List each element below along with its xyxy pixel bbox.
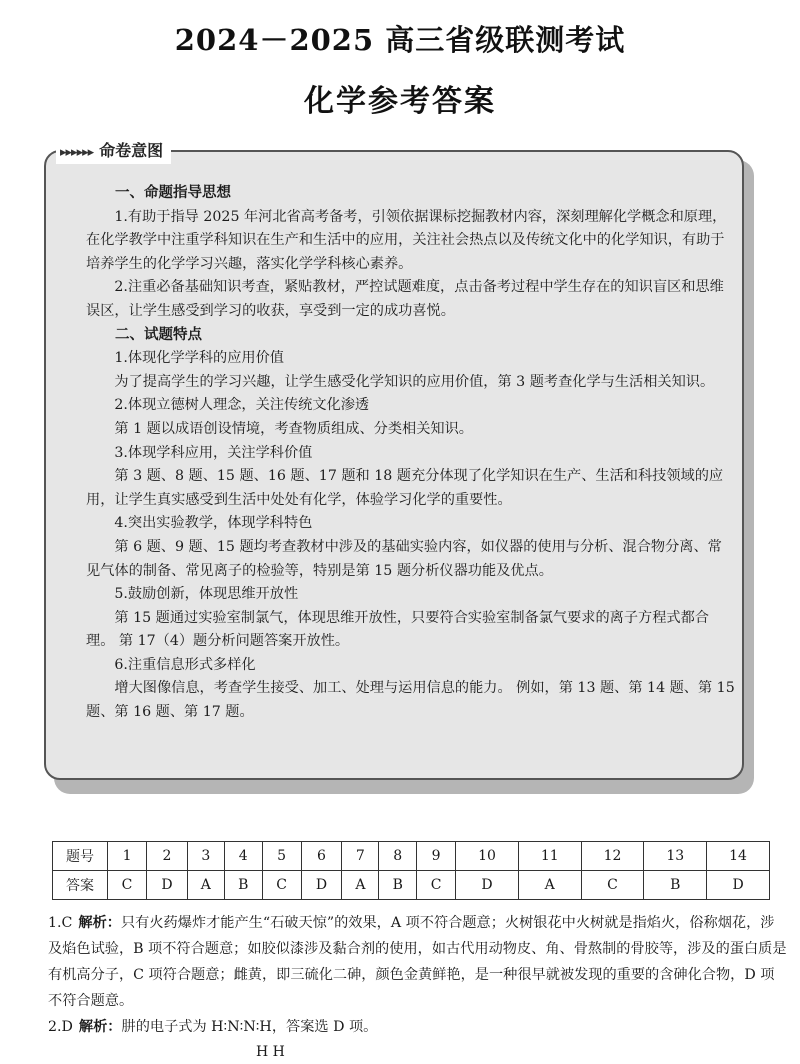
answer-cell: B — [379, 871, 417, 900]
question-number-cell: 8 — [379, 842, 417, 871]
intent-content — [86, 182, 736, 725]
arrows-icon: ▸▸▸▸▸▸ — [60, 145, 94, 160]
question-answer-label: 1.C — [48, 915, 73, 931]
table-row — [53, 871, 770, 900]
paragraph: 增大图像信息，考查学生接受、加工、处理与运用信息的能力。 例如，第 13 题、第 14 题、第 15 题、第 16 题、第 17 题。 — [86, 680, 735, 721]
section-heading: 二、试题特点 — [115, 326, 202, 343]
answer-cell: A — [342, 871, 379, 900]
question-number-cell: 5 — [262, 842, 301, 871]
paragraph: 第 1 题以成语创设情境，考查物质组成、分类相关知识。 — [114, 420, 473, 437]
question-number-cell: 13 — [644, 842, 707, 871]
analysis-keyword: 解析： — [78, 915, 121, 931]
row-label-number: 题号 — [53, 842, 108, 871]
lewis-formula: H∶N∶N∶H — [211, 1019, 272, 1035]
question-number-cell: 1 — [108, 842, 147, 871]
explanation-text: 肼的电子式为 — [121, 1019, 207, 1035]
answer-cell: B — [224, 871, 262, 900]
answer-cell: D — [147, 871, 188, 900]
paragraph: 为了提高学生的学习兴趣，让学生感受化学知识的应用价值，第 3 题考查化学与生活相关知识。 — [114, 373, 715, 390]
paragraph: 1.体现化学学科的应用价值 — [114, 350, 284, 367]
paragraph: 第 3 题、8 题、15 题、16 题、17 题和 18 题充分体现了化学知识在生产、生活和科技领域的应用，让学生真实感受到生活中处处有化学，体验学习化学的重要性。 — [86, 468, 724, 508]
answer-cell: D — [707, 871, 770, 900]
question-number-cell: 11 — [518, 842, 581, 871]
explanation-text: 只有火药爆炸才能产生“石破天惊”的效果，A 项不符合题意；火树银花中火树就是指焰火，俗称烟花，涉及焰色试验，B 项不符合题意；如胶似漆涉及黏合剂的使用，如古代用动物皮、角、骨熬制的骨胶等，涉及的蛋白质是有机高分子，C 项符合题意；雌黄，即三硫化二砷，颜色金黄鲜艳，是一种很早就被发现的重要的含砷化合物，D 项不符合题意。 — [48, 915, 787, 1009]
question-number-cell: 3 — [187, 842, 224, 871]
answer-cell: C — [417, 871, 456, 900]
paragraph: 2.注重必备基础知识考查，紧贴教材，严控试题难度，点击备考过程中学生存在的知识盲区和思维误区，让学生感受到学习的收获，享受到一定的成功喜悦。 — [86, 279, 724, 319]
paragraph: 6.注重信息形式多样化 — [114, 656, 256, 673]
explanation-text-after: ，答案选 D 项。 — [271, 1019, 378, 1035]
answer-cell: C — [108, 871, 147, 900]
answer-cell: A — [518, 871, 581, 900]
question-number-cell: 7 — [342, 842, 379, 871]
question-number-cell: 12 — [581, 842, 644, 871]
answer-cell: C — [581, 871, 644, 900]
table-row — [53, 842, 770, 871]
question-answer-label: 2.D — [48, 1019, 73, 1035]
question-number-cell: 10 — [456, 842, 519, 871]
analysis-keyword: 解析： — [78, 1019, 122, 1035]
answer-cell: C — [262, 871, 301, 900]
question-number-cell: 9 — [417, 842, 456, 871]
section-heading: 一、命题指导思想 — [115, 185, 231, 201]
paragraph: 第 15 题通过实验室制氯气，体现思维开放性，只要符合实验室制备氯气要求的离子方程式都合理。 第 17（4）题分析问题答案开放性。 — [86, 609, 709, 650]
answer-cell: D — [456, 871, 519, 900]
paragraph: 第 6 题、9 题、15 题均考查教材中涉及的基础实验内容，如仪器的使用与分析、混合物分离、常见气体的制备、常见离子的检验等，特别是第 15 题分析仪器功能及优点。 — [86, 538, 722, 579]
paragraph: 3.体现学科应用，关注学科价值 — [114, 444, 313, 461]
paragraph: 2.体现立德树人理念，关注传统文化渗透 — [114, 397, 370, 414]
question-number-cell: 6 — [301, 842, 342, 871]
question-number-cell: 4 — [224, 842, 262, 871]
question-number-cell: 14 — [707, 842, 770, 871]
row-label-answer: 答案 — [53, 871, 108, 900]
question-number-cell: 2 — [147, 842, 188, 871]
answer-key-title: 化学参考答案 — [304, 84, 496, 119]
answer-table — [52, 841, 770, 900]
answer-cell: A — [187, 871, 224, 900]
intent-label-text: 命卷意图 — [99, 141, 164, 160]
answer-cell: B — [644, 871, 707, 900]
explanation-q1 — [48, 910, 788, 1014]
paragraph: 1.有助于指导 2025 年河北省高考备考，引领依据课标挖掘教材内容，深刻理解化学概念和原理，在化学教学中注重学科知识在生产和生活中的应用，关注社会热点以及传统文化中的化学知识，有助于培养学生的化学学习兴趣，落实化学学科核心素养。 — [86, 208, 727, 272]
exam-title: 2024－2025 高三省级联测考试 — [174, 23, 626, 57]
lewis-h-row: H H — [256, 1044, 285, 1060]
paragraph: 5.鼓励创新，体现思维开放性 — [114, 586, 299, 603]
paragraph: 4.突出实验教学，体现学科特色 — [114, 515, 313, 532]
answer-cell: D — [301, 871, 342, 900]
intent-box-label — [56, 140, 171, 164]
explanation-q2 — [48, 1014, 788, 1040]
